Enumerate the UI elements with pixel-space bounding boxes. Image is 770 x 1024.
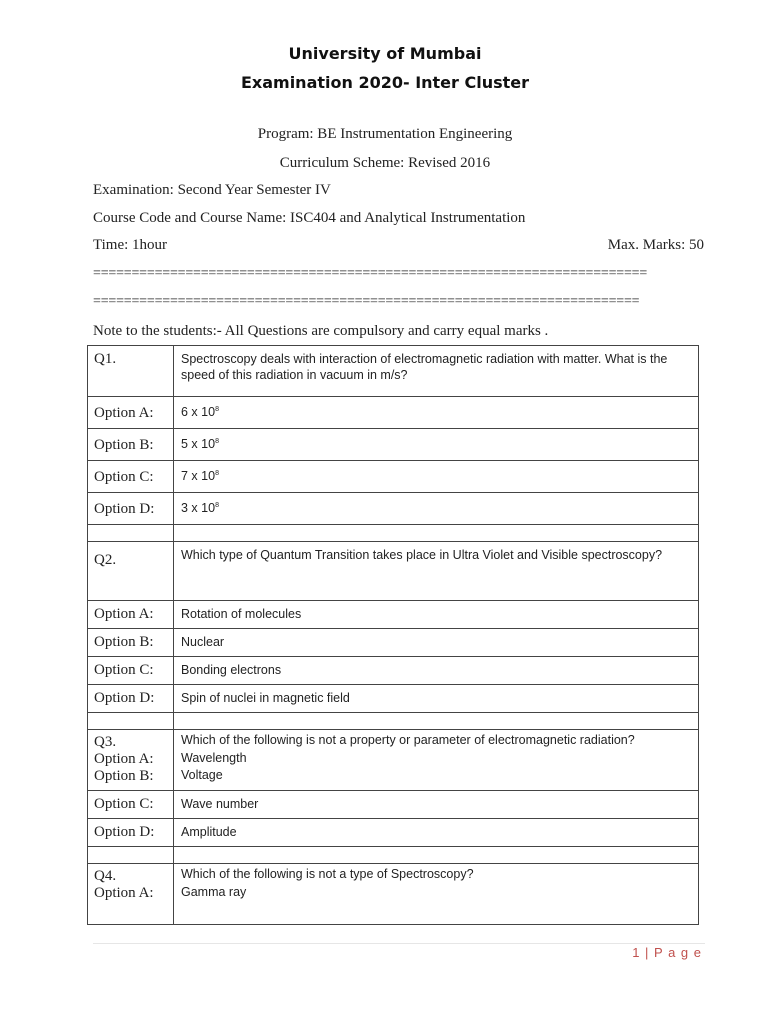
question-label-block [88,730,174,791]
option-row [88,657,699,685]
question-text-block [174,864,699,925]
option-text [174,397,699,429]
question-row [88,864,699,925]
course-line: Course Code and Course Name: ISC404 and Analytical Instrumentation [93,210,526,226]
option-text: Spin of nuclei in magnetic field [174,685,699,713]
option-label: Option C: [88,791,174,819]
footer-divider [93,943,705,944]
option-text: Wavelength [181,750,247,765]
option-label: Option A: [94,751,154,767]
question-text: Spectroscopy deals with interaction of electromagnetic radiation with matter. What is the speed of this radiation in vacuum in m/s? [174,346,699,397]
question-label: Q4. [94,868,117,884]
university-title: University of Mumbai [288,44,482,63]
option-text: Wave number [174,791,699,819]
question-text: Which of the following is not a type of Spectroscopy? [181,867,474,881]
spacer-row [88,525,699,542]
question-row [88,346,699,397]
question-text: Which of the following is not a property or parameter of electromagnetic radiation? [181,733,635,747]
option-label: Option A: [94,885,154,901]
examination-line: Examination: Second Year Semester IV [93,182,331,198]
option-exponent: 8 [215,502,219,509]
option-row [88,601,699,629]
question-label: Q2. [88,542,174,601]
option-text: Rotation of molecules [174,601,699,629]
option-row [88,429,699,461]
option-row [88,461,699,493]
option-base: 3 x 10 [181,501,216,515]
option-label: Option B: [94,768,154,784]
question-text-block [174,730,699,791]
separator-rule-1: ======================================================================== [93,266,648,281]
option-text: Voltage [181,768,223,782]
program-line: Program: BE Instrumentation Engineering [257,126,513,142]
option-text: Bonding electrons [174,657,699,685]
question-row [88,730,699,791]
option-row [88,791,699,819]
option-base: 6 x 10 [181,405,216,419]
spacer-row [88,847,699,864]
option-label: Option B: [88,429,174,461]
page-number: 1 | P a g e [632,945,702,960]
max-marks-line: Max. Marks: 50 [607,237,704,253]
option-text [174,461,699,493]
option-row [88,397,699,429]
option-text: Nuclear [174,629,699,657]
option-label: Option D: [88,685,174,713]
question-label: Q1. [88,346,174,397]
question-text: Which type of Quantum Transition takes place in Ultra Violet and Visible spectroscopy? [174,542,699,601]
option-text [174,429,699,461]
exam-title: Examination 2020- Inter Cluster [240,73,530,92]
option-label: Option A: [88,397,174,429]
option-label: Option D: [88,493,174,525]
option-base: 7 x 10 [181,469,216,483]
option-label: Option D: [88,819,174,847]
option-label: Option C: [88,657,174,685]
option-row [88,819,699,847]
question-row [88,542,699,601]
curriculum-line: Curriculum Scheme: Revised 2016 [279,155,491,171]
spacer-row [88,713,699,730]
option-label: Option A: [88,601,174,629]
option-exponent: 8 [215,438,219,445]
students-note: Note to the students:- All Questions are compulsory and carry equal marks . [93,323,549,339]
option-base: 5 x 10 [181,437,216,451]
option-exponent: 8 [215,470,219,477]
option-row [88,685,699,713]
option-text: Amplitude [174,819,699,847]
option-label: Option C: [88,461,174,493]
questions-table [87,345,699,925]
separator-rule-2: ======================================================================= [93,294,640,309]
option-exponent: 8 [215,406,219,413]
option-label: Option B: [88,629,174,657]
option-text: Gamma ray [181,884,247,899]
option-row [88,629,699,657]
question-label-block [88,864,174,925]
option-text [174,493,699,525]
question-label: Q3. [94,734,117,750]
option-row [88,493,699,525]
time-line: Time: 1hour [93,237,168,253]
